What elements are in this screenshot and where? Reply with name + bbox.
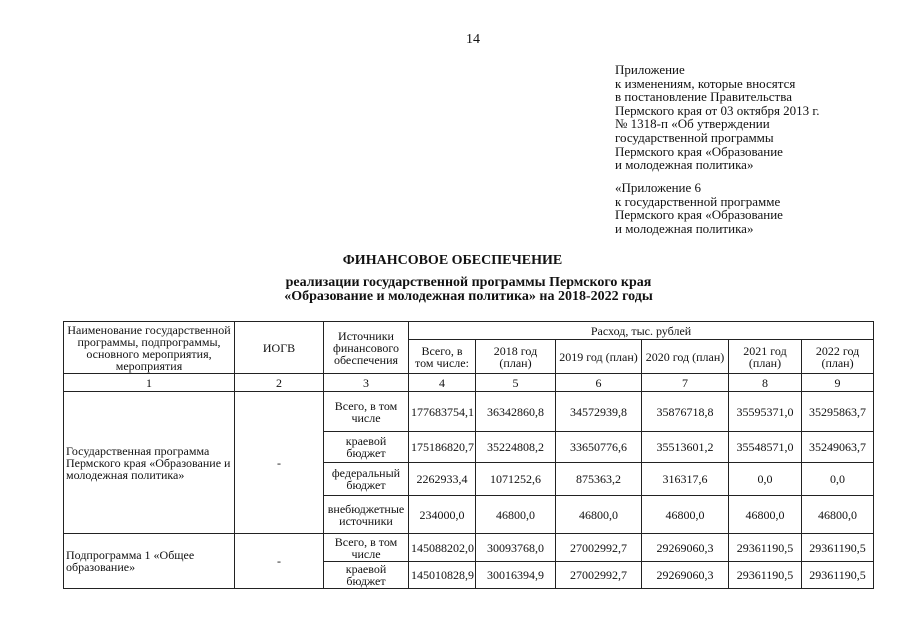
- value-cell: 35249063,7: [802, 432, 874, 463]
- appendix6-line: «Приложение 6: [615, 180, 702, 195]
- source-cell: федеральный бюджет: [324, 463, 409, 496]
- subtitle-line: реализации государственной программы Пермского края: [285, 275, 652, 290]
- header-2018: 2018 год (план): [476, 340, 556, 374]
- appendix-line: к изменениям, которые вносятся: [615, 75, 796, 91]
- column-number: 6: [556, 374, 642, 392]
- subtitle-line: «Образование и молодежная политика» на 2018-2022 годы: [284, 289, 653, 304]
- column-number: 7: [642, 374, 729, 392]
- value-cell: 145010828,9: [409, 562, 476, 589]
- value-cell: 29361190,5: [729, 562, 802, 589]
- value-cell: 27002992,7: [556, 562, 642, 589]
- header-2022: 2022 год (план): [802, 340, 874, 374]
- value-cell: 35513601,2: [642, 432, 729, 463]
- header-2020: 2020 год (план): [642, 340, 729, 374]
- value-cell: 35224808,2: [476, 432, 556, 463]
- header-2019: 2019 год (план): [556, 340, 642, 374]
- column-number: 1: [64, 374, 235, 392]
- program-iogv: -: [235, 392, 324, 534]
- appendix6-line: Пермского края «Образование: [615, 207, 783, 223]
- appendix-line: Пермского края от 03 октября 2013 г.: [615, 102, 820, 118]
- value-cell: 30093768,0: [476, 534, 556, 562]
- table-row: [64, 534, 874, 562]
- program-name: Государственная программа Пермского края «Образование и молодежная политика»: [64, 392, 235, 534]
- header-expense: Расход, тыс. рублей: [409, 322, 874, 340]
- value-cell: 46800,0: [729, 496, 802, 534]
- source-cell: Всего, в том числе: [324, 534, 409, 562]
- source-cell: краевой бюджет: [324, 562, 409, 589]
- appendix-line: и молодежная политика»: [615, 157, 754, 173]
- value-cell: 177683754,1: [409, 392, 476, 432]
- source-cell: краевой бюджет: [324, 432, 409, 463]
- header-total: Всего, в том числе:: [409, 340, 476, 374]
- page-number: 14: [466, 32, 480, 47]
- value-cell: 34572939,8: [556, 392, 642, 432]
- column-number: 5: [476, 374, 556, 392]
- appendix6-note: [615, 181, 900, 235]
- value-cell: 175186820,7: [409, 432, 476, 463]
- appendix-line: № 1318-п «Об утверждении: [615, 116, 770, 132]
- appendix-line: Пермского края «Образование: [615, 143, 783, 159]
- appendix6-line: к государственной программе: [615, 193, 781, 209]
- header-sources: Источники финансового обеспечения: [324, 322, 409, 374]
- value-cell: 0,0: [729, 463, 802, 496]
- column-number-row: [64, 374, 874, 392]
- value-cell: 46800,0: [802, 496, 874, 534]
- value-cell: 35295863,7: [802, 392, 874, 432]
- source-cell: Всего, в том числе: [324, 392, 409, 432]
- column-number: 9: [802, 374, 874, 392]
- value-cell: 35876718,8: [642, 392, 729, 432]
- value-cell: 1071252,6: [476, 463, 556, 496]
- header-2021: 2021 год (план): [729, 340, 802, 374]
- value-cell: 29361190,5: [802, 534, 874, 562]
- column-number: 8: [729, 374, 802, 392]
- value-cell: 316317,6: [642, 463, 729, 496]
- column-number: 4: [409, 374, 476, 392]
- appendix-note: [615, 63, 900, 172]
- value-cell: 46800,0: [556, 496, 642, 534]
- value-cell: 234000,0: [409, 496, 476, 534]
- value-cell: 46800,0: [642, 496, 729, 534]
- value-cell: 875363,2: [556, 463, 642, 496]
- appendix-line: в постановление Правительства: [615, 89, 792, 105]
- appendix-line: государственной программы: [615, 129, 774, 145]
- financing-table: [63, 321, 874, 589]
- appendix-line: Приложение: [615, 62, 685, 77]
- value-cell: 27002992,7: [556, 534, 642, 562]
- value-cell: 33650776,6: [556, 432, 642, 463]
- value-cell: 46800,0: [476, 496, 556, 534]
- document-title: ФИНАНСОВОЕ ОБЕСПЕЧЕНИЕ: [342, 253, 563, 268]
- value-cell: 145088202,0: [409, 534, 476, 562]
- value-cell: 29361190,5: [729, 534, 802, 562]
- value-cell: 29269060,3: [642, 534, 729, 562]
- appendix6-line: и молодежная политика»: [615, 220, 754, 236]
- document-subtitle: [0, 276, 905, 304]
- source-cell: внебюджетные источники: [324, 496, 409, 534]
- column-number: 2: [235, 374, 324, 392]
- subprogram-name: Подпрограмма 1 «Общее образование»: [64, 534, 235, 589]
- value-cell: 36342860,8: [476, 392, 556, 432]
- value-cell: 30016394,9: [476, 562, 556, 589]
- value-cell: 2262933,4: [409, 463, 476, 496]
- value-cell: 0,0: [802, 463, 874, 496]
- value-cell: 29269060,3: [642, 562, 729, 589]
- header-name: Наименование государственной программы, подпрограммы, основного мероприятия, мероприятия: [64, 322, 235, 374]
- column-number: 3: [324, 374, 409, 392]
- value-cell: 35595371,0: [729, 392, 802, 432]
- value-cell: 29361190,5: [802, 562, 874, 589]
- value-cell: 35548571,0: [729, 432, 802, 463]
- header-iogv: ИОГВ: [235, 322, 324, 374]
- table-row: [64, 392, 874, 432]
- subprogram-iogv: -: [235, 534, 324, 589]
